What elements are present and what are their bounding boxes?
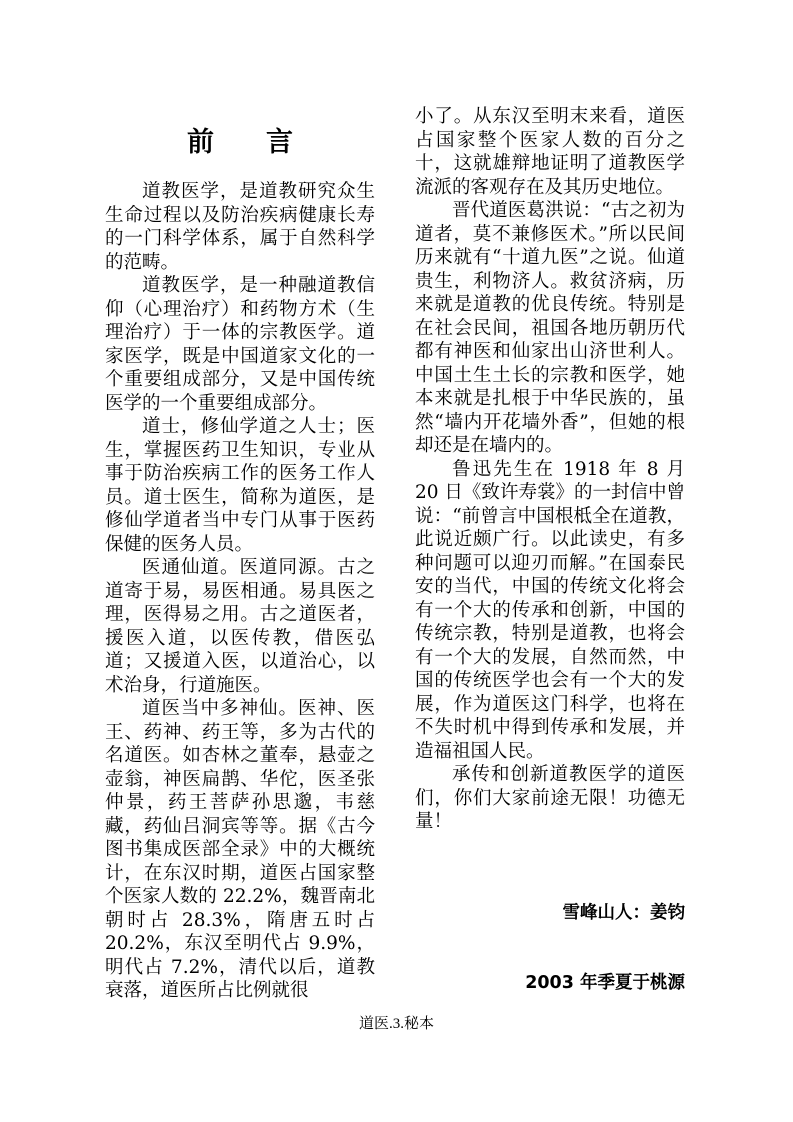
paragraph: 道教医学，是道教研究众生生命过程以及防治疾病健康长寿的一门科学体系，属于自然科学的范畴。 (105, 181, 375, 273)
paragraph-continued: 小了。从东汉至明末来看，道医占国家整个医家人数的百分之十，这就雄辩地证明了道教医学流派的客观存在及其历史地位。 (415, 106, 685, 198)
left-column (105, 180, 375, 1003)
signature-author: 雪峰山人：姜钧 (562, 903, 685, 923)
signature-date: 2003 年季夏于桃源 (525, 973, 685, 993)
paragraph: 晋代道医葛洪说：“古之初为道者，莫不兼修医术。”所以民间历来就有“十道九医”之说。仙道贵生，利物济人。救贫济病，历来就是道教的优良传统。特别是在社会民间，祖国各地历朝历代都有神医和仙家出山济世利人。中国土生土长的宗教和医学，她本来就是扎根于中华民族的，虽然“墙内开花墙外香”，但她的根却还是在墙内的。 (415, 200, 685, 456)
paragraph: 承传和创新道教医学的道医们，你们大家前途无限！功德无量！ (415, 764, 685, 832)
paragraph: 鲁迅先生在 1918 年 8 月 20 日《致许寿裳》的一封信中曾说：“前曾言中国根柢全在道教，此说近颇广行。以此读史，有多种问题可以迎刃而解。”在国泰民安的当代，中国的传统文化将会有一个大的传承和创新，中国的传统宗教，特别是道教，也将会有一个大的发展，自然而然，中国的传统医学也会有一个大的发展，作为道医这门科学，也将在不失时机中得到传承和发展，并造福祖国人民。 (415, 458, 685, 762)
paragraph: 道士，修仙学道之人士；医生，掌握医药卫生知识，专业从事于防治疾病工作的医务工作人员。道士医生，简称为道医，是修仙学道者当中专门从事于医药保健的医务人员。 (105, 416, 375, 555)
page-footer: 道医.3.秘本 (358, 1016, 434, 1032)
paragraph: 道医当中多神仙。医神、医王、药神、药王等，多为古代的名道医。如杏林之董奉，悬壶之壶翁，神医扁鹊、华佗，医圣张仲景，药王菩萨孙思邈，韦慈藏，药仙吕洞宾等等。据《古今图书集成医部全录》中的大概统计，在东汉时期，道医占国家整个医家人数的 22.2%，魏晋南北朝时占 28.3%，隋唐五时占 20.2%，东汉至明代占 9.9%，明代占 7.2%，清代以后，道教衰落，道医所占比例就很 (105, 698, 375, 1001)
paragraph: 道教医学，是一种融道教信仰（心理治疗）和药物方术（生理治疗）于一体的宗教医学。道家医学，既是中国道家文化的一个重要组成部分，又是中国传统医学的一个重要组成部分。 (105, 275, 375, 414)
paragraph: 医通仙道。医道同源。古之道寄于易，易医相通。易具医之理，医得易之用。古之道医者，援医入道，以医传教，借医弘道；又援道入医，以道治心，以术治身，行道施医。 (105, 557, 375, 696)
page-title: 前言 (187, 127, 345, 158)
right-column (415, 105, 685, 834)
